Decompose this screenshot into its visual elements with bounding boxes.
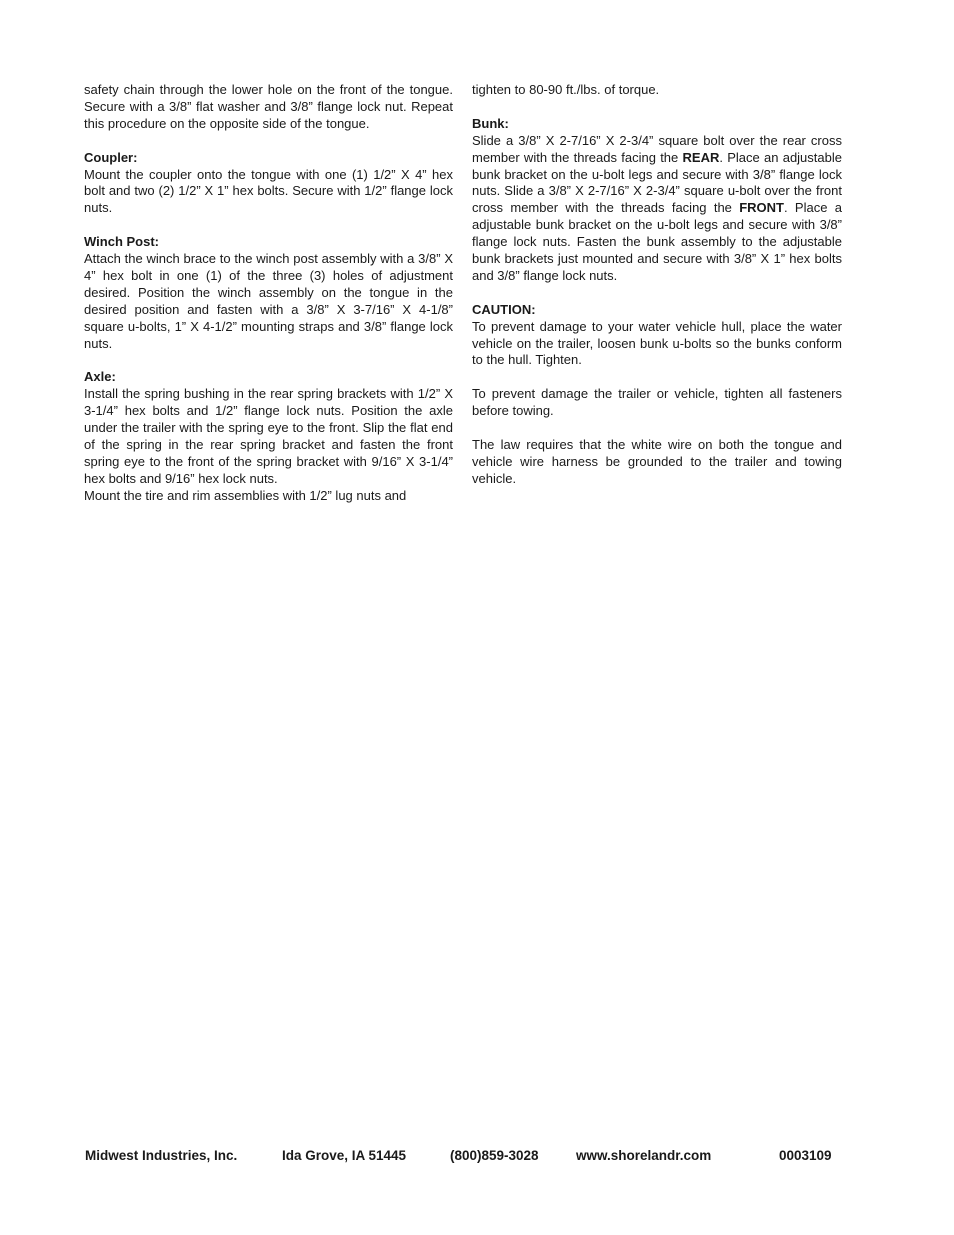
paragraph-gap bbox=[472, 369, 842, 386]
footer-website: www.shorelandr.com bbox=[576, 1148, 712, 1163]
caution-text-hull: To prevent damage to your water vehicle hull, place the water vehicle on the trailer, loosen bunk u-bolts so the bunks conform to the hull. Tighten. bbox=[472, 318, 842, 368]
paragraph-gap bbox=[472, 420, 842, 437]
intro-section bbox=[84, 82, 453, 133]
caution-heading: CAUTION: bbox=[472, 301, 536, 317]
continuation-section bbox=[472, 82, 842, 99]
axle-heading: Axle: bbox=[84, 369, 116, 385]
caution-section bbox=[472, 302, 842, 488]
axle-text-continued: Mount the tire and rim assemblies with 1/2” lug nuts and bbox=[84, 487, 407, 503]
intro-text: safety chain through the lower hole on the front of the tongue. Secure with a 3/8” flat washer and 3/8” flange lock nut. Repeat this procedure on the opposite side of the tongue. bbox=[84, 82, 453, 131]
winch-post-text: Attach the winch brace to the winch post assembly with a 3/8” X 4” hex bolt in one (1) of the three (3) holes of adjustment desired. Position the winch assembly on the tongue in the desired position and fasten with a 3/8” X 3-7/16” X 4-1/8” square u-bolts, 1” X 4-1/2” mounting straps and 3/8” flange lock nuts. bbox=[84, 251, 453, 351]
bunk-text-c: . Place a adjustable bunk bracket on the u-bolt legs and secure with 3/8” flange lock nuts. Fasten the bunk assembly to the adjustable bunk brackets just mounted and secure with 3/8” X 1” hex bolts and 3/8” flange lock nuts. bbox=[472, 200, 842, 283]
caution-text-wiring: The law requires that the white wire on both the tongue and vehicle wire harness be grounded to the trailer and towing vehicle. bbox=[472, 436, 842, 486]
bunk-section bbox=[472, 116, 842, 285]
continuation-text: tighten to 80-90 ft./lbs. of torque. bbox=[472, 82, 660, 97]
footer-company: Midwest Industries, Inc. bbox=[85, 1148, 238, 1163]
right-column bbox=[472, 82, 842, 505]
caution-text-fasteners: To prevent damage the trailer or vehicle, tighten all fasteners before towing. bbox=[472, 386, 842, 419]
bunk-heading: Bunk: bbox=[472, 115, 509, 131]
winch-post-heading: Winch Post: bbox=[84, 234, 159, 250]
left-column bbox=[84, 82, 453, 522]
bunk-text-b: . Place an adjustable bunk bracket on the u-bolt legs and secure with 3/8” flange lock nuts. Slide a 3/8” X 2-7/16” X 2-3/4” square u-bolt over the front cross member with the threads facing the bbox=[472, 149, 842, 216]
axle-section bbox=[84, 369, 453, 504]
coupler-heading: Coupler: bbox=[84, 149, 138, 165]
winch-post-section bbox=[84, 234, 453, 352]
footer-phone: (800)859-3028 bbox=[450, 1148, 539, 1163]
footer-doc-number: 0003109 bbox=[779, 1148, 832, 1163]
bunk-emphasis-front: FRONT bbox=[739, 200, 784, 216]
coupler-section bbox=[84, 150, 453, 218]
footer-location: Ida Grove, IA 51445 bbox=[282, 1148, 407, 1163]
axle-text: Install the spring bushing in the rear spring brackets with 1/2” X 3-1/4” hex bolts and 1/2” flange lock nuts. Position the axle under the trailer with the spring eye to the front. Slip the flat end of the spring in the rear spring bracket and fasten the front spring eye to the front of the spring bracket with 9/16” X 3-1/4” hex bolts and 9/16” hex lock nuts. bbox=[84, 386, 453, 486]
bunk-text-a: Slide a 3/8” X 2-7/16” X 2-3/4” square bolt over the rear cross member with the threads facing the bbox=[472, 132, 842, 165]
bunk-text bbox=[472, 133, 842, 285]
coupler-text: Mount the coupler onto the tongue with one (1) 1/2” X 4” hex bolt and two (2) 1/2” X 1” hex bolts. Secure with 1/2” flange lock nuts. bbox=[84, 166, 453, 216]
bunk-emphasis-rear: REAR bbox=[682, 149, 720, 165]
